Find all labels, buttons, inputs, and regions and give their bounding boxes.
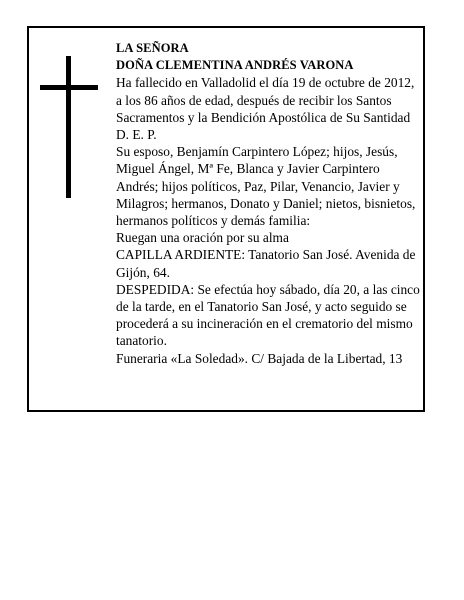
obituary-notice <box>27 26 425 412</box>
farewell-information: DESPEDIDA: Se efectúa hoy sábado, día 20, a las cinco de la tarde, en el Tanatorio San José, y acto seguido se procederá a su incineración en el crematorio del mismo tanatorio. <box>116 281 420 349</box>
cross-horizontal-bar <box>40 85 98 90</box>
family-members: Su esposo, Benjamín Carpintero López; hijos, Jesús, Miguel Ángel, Mª Fe, Blanca y Javier Carpintero Andrés; hijos políticos, Paz, Pilar, Venancio, Javier y Milagros; hermanos, Donato y Daniel; nietos, bisnietos, hermanos políticos y demás familia: <box>116 144 416 229</box>
death-announcement: Ha fallecido en Valladolid el día 19 de octubre de 2012, a los 86 años de edad, después de recibir los Santos Sacramentos y la Bendición Apostólica de Su Santidad D. E. P. <box>116 75 415 143</box>
notice-title-line-1: LA SEÑORA <box>116 41 189 55</box>
notice-body <box>116 40 422 367</box>
funeral-home: Funeraria «La Soledad». C/ Bajada de la Libertad, 13 <box>116 350 403 366</box>
prayer-request: Ruegan una oración por su alma <box>116 230 289 246</box>
deceased-name: DOÑA CLEMENTINA ANDRÉS VARONA <box>116 58 354 73</box>
cross-vertical-bar <box>66 56 71 198</box>
chapel-information: CAPILLA ARDIENTE: Tanatorio San José. Avenida de Gijón, 64. <box>116 247 416 280</box>
